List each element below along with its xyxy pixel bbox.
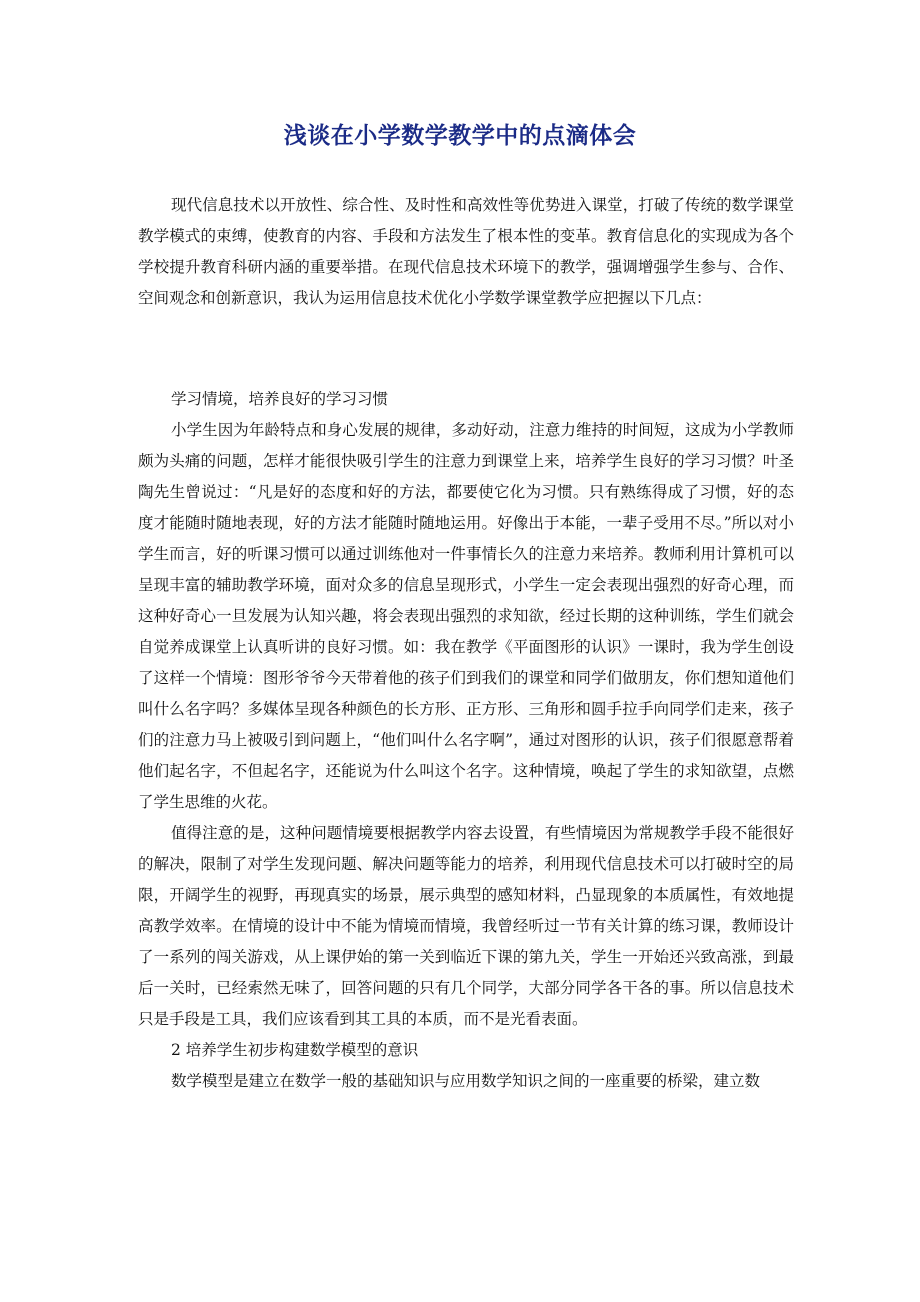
intro-block [138, 190, 794, 314]
section-1-paragraph-2: 值得注意的是，这种问题情境要根据教学内容去设置，有些情境因为常规教学手段不能很好的解决，限制了对学生发现问题、解决问题等能力的培养，利用现代信息技术可以打破时空的局限，开阔学生的视野，再现真实的场景，展示典型的感知材料，凸显现象的本质属性，有效地提高教学效率。在情境的设计中不能为情境而情境，我曾经听过一节有关计算的练习课，教师设计了一系列的闯关游戏，从上课伊始的第一关到临近下课的第九关，学生一开始还兴致高涨，到最后一关时，已经索然无味了，回答问题的只有几个同学，大部分同学各干各的事。所以信息技术只是手段是工具，我们应该看到其工具的本质，而不是光看表面。 [138, 824, 794, 1028]
section-2-paragraph-1: 数学模型是建立在数学一般的基础知识与应用数学知识之间的一座重要的桥梁，建立数 [171, 1072, 761, 1090]
section-1-block [138, 384, 794, 1097]
intro-paragraph: 现代信息技术以开放性、综合性、及时性和高效性等优势进入课堂，打破了传统的数学课堂教学模式的束缚，使教育的内容、手段和方法发生了根本性的变革。教育信息化的实现成为各个学校提升教育科研内涵的重要举措。在现代信息技术环境下的教学，强调增强学生参与、合作、空间观念和创新意识，我认为运用信息技术优化小学数学课堂教学应把握以下几点： [138, 196, 794, 307]
document-title: 浅谈在小学数学教学中的点滴体会 [283, 123, 637, 149]
section-1-heading: 学习情境，培养良好的学习习惯 [171, 390, 389, 408]
section-1-paragraph-1: 小学生因为年龄特点和身心发展的规律，多动好动，注意力维持的时间短，这成为小学教师颇为头痛的问题，怎样才能很快吸引学生的注意力到课堂上来，培养学生良好的学习习惯？叶圣陶先生曾说过：“凡是好的态度和好的方法，都要使它化为习惯。只有熟练得成了习惯，好的态度才能随时随地表现，好的方法才能随时随地运用。好像出于本能，一辈子受用不尽。”所以对小学生而言，好的听课习惯可以通过训练他对一件事情长久的注意力来培养。教师利用计算机可以呈现丰富的辅助教学环境，面对众多的信息呈现形式，小学生一定会表现出强烈的好奇心理，而这种好奇心一旦发展为认知兴趣，将会表现出强烈的求知欲，经过长期的这种训练，学生们就会自觉养成课堂上认真听讲的良好习惯。如：我在教学《平面图形的认识》一课时，我为学生创设了这样一个情境：图形爷爷今天带着他的孩子们到我们的课堂和同学们做朋友，你们想知道他们叫什么名字吗？多媒体呈现各种颜色的长方形、正方形、三角形和圆手拉手向同学们走来，孩子们的注意力马上被吸引到问题上，“他们叫什么名字啊”，通过对图形的认识，孩子们很愿意帮着他们起名字，不但起名字，还能说为什么叫这个名字。这种情境，唤起了学生的求知欲望，点燃了学生思维的火花。 [138, 421, 794, 811]
section-2-heading: 2 培养学生初步构建数学模型的意识 [171, 1041, 419, 1059]
